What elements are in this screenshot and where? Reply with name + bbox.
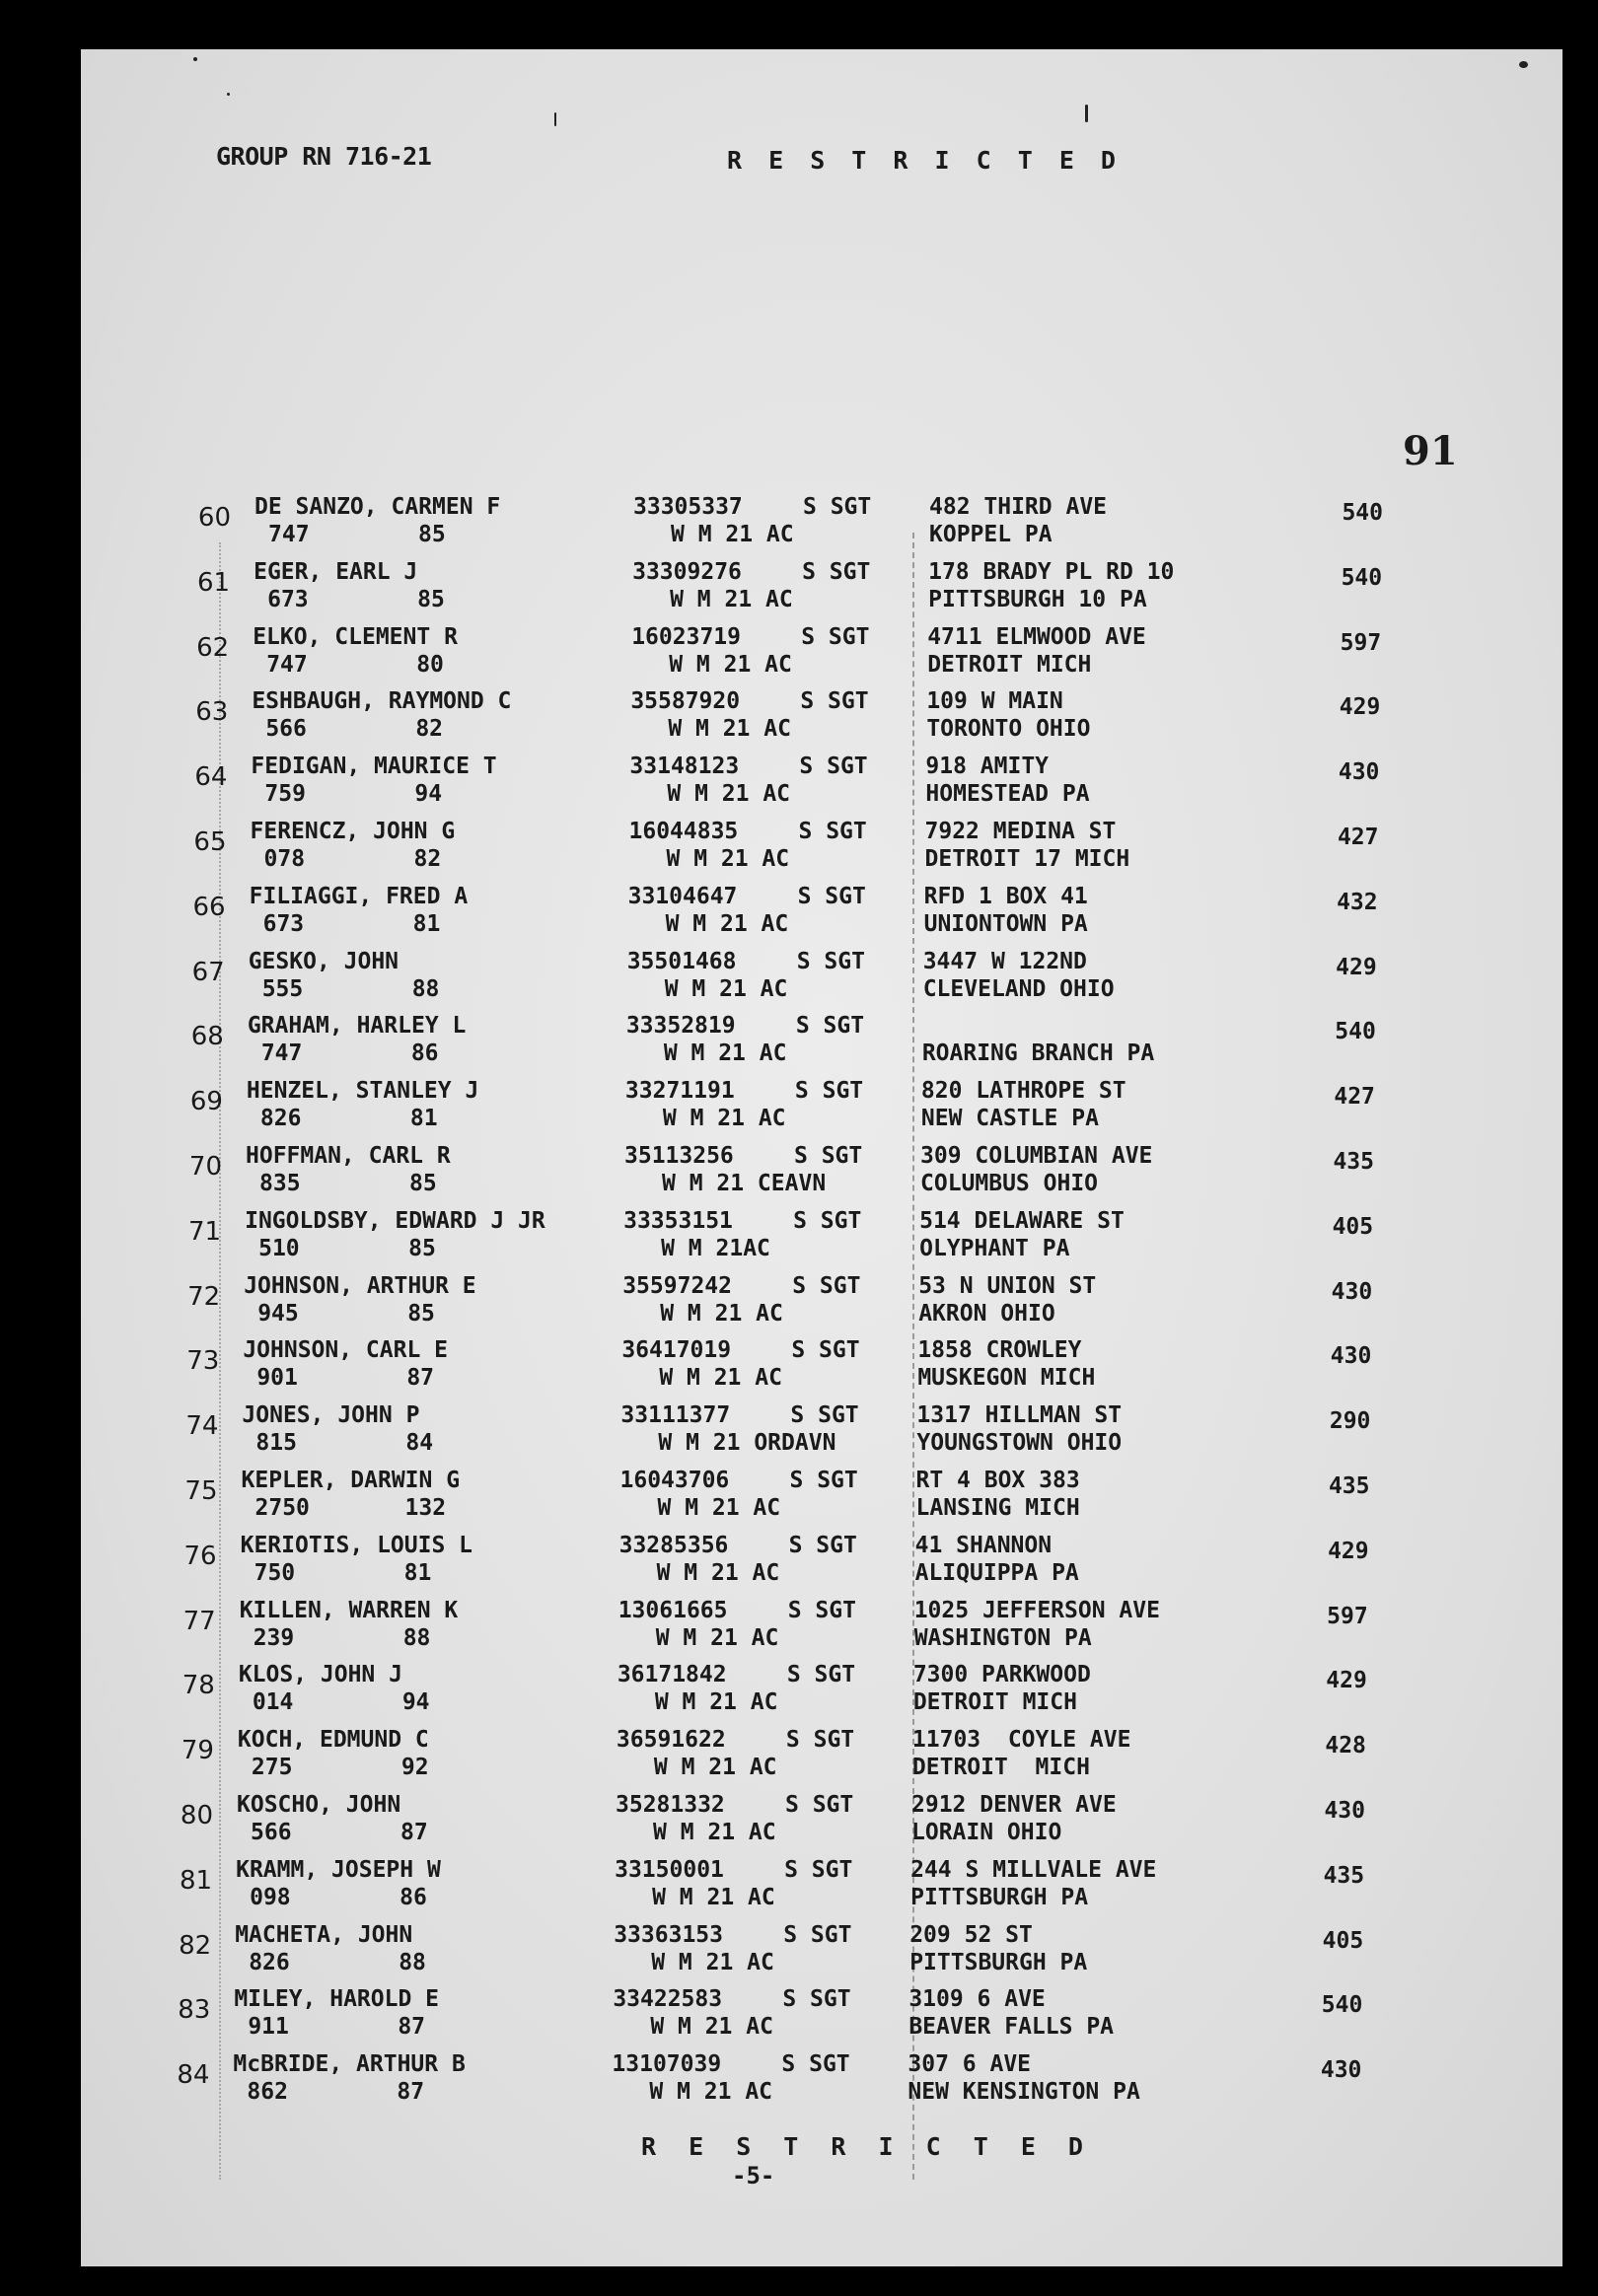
entry-address-line2: MUSKEGON MICH — [917, 1365, 1096, 1392]
entry-name: FEDIGAN, MAURICE T — [251, 753, 497, 780]
entry-serial: 33271191 — [624, 1078, 735, 1105]
entry-name: DE SANZO, CARMEN F — [254, 494, 501, 520]
entry-name: KERIOTIS, LOUIS L — [240, 1532, 473, 1558]
entry-number: 69 — [189, 1087, 223, 1117]
entry-address-line2: BEAVER FALLS PA — [908, 2014, 1115, 2041]
entry-score: 85 — [408, 1235, 436, 1261]
entry-code: 555 — [261, 975, 304, 1002]
entry-address-line2: DETROIT MICH — [912, 1689, 1077, 1716]
roster-entry — [81, 1077, 1555, 1142]
entry-address-line2: KOPPEL PA — [929, 522, 1053, 547]
entry-name: KRAMM, JOSEPH W — [236, 1856, 441, 1883]
roster-entry — [81, 948, 1557, 1013]
roster-entry — [81, 753, 1559, 818]
entry-score: 84 — [405, 1430, 434, 1457]
entry-address-line1: 3447 W 122ND — [922, 948, 1087, 974]
entry-number: 62 — [196, 632, 230, 663]
entry-amount: 597 — [1340, 629, 1382, 656]
entry-name: KOCH, EDMUND C — [237, 1727, 429, 1754]
paper-speck — [1085, 105, 1088, 122]
entry-score: 94 — [414, 781, 443, 808]
entry-score: 85 — [417, 586, 445, 612]
entry-unit: W M 21 AC — [663, 1040, 787, 1067]
entry-unit: W M 21 AC — [664, 975, 788, 1002]
roster-entry — [81, 558, 1562, 623]
classification-header: R E S T R I C T E D — [727, 146, 1122, 175]
entry-name: JOHNSON, CARL E — [243, 1337, 449, 1364]
entry-score: 132 — [404, 1495, 447, 1521]
entry-unit: W M 21 AC — [668, 716, 791, 743]
entry-address-line1: 178 BRADY PL RD 10 — [928, 558, 1175, 585]
entry-score: 81 — [409, 1106, 438, 1132]
entry-address-line2: PITTSBURGH 10 PA — [928, 586, 1147, 612]
entry-unit: W M 21 AC — [670, 586, 793, 612]
entry-number: 77 — [182, 1606, 216, 1636]
entry-amount: 540 — [1342, 500, 1383, 526]
entry-address-line1: 41 SHANNON — [914, 1532, 1053, 1558]
entry-rank: S SGT — [788, 1532, 857, 1558]
entry-number: 83 — [178, 1995, 211, 2026]
entry-address-line1: 2912 DENVER AVE — [911, 1792, 1117, 1818]
entry-unit: W M 21 AC — [665, 910, 789, 937]
entry-address-line1: 820 LATHROPE ST — [920, 1078, 1126, 1105]
entry-name: GRAHAM, HARLEY L — [247, 1013, 467, 1040]
entry-number: 67 — [191, 957, 225, 987]
entry-address-line2: NEW KENSINGTON PA — [908, 2079, 1140, 2106]
roster-entry — [81, 493, 1562, 558]
entry-address-line2: ROARING BRANCH PA — [921, 1040, 1155, 1067]
entry-address-line2: UNIONTOWN PA — [923, 910, 1088, 937]
entry-rank: S SGT — [802, 558, 871, 585]
entry-code: 014 — [252, 1689, 294, 1716]
entry-address-line1: 309 COLUMBIAN AVE — [920, 1143, 1153, 1169]
entry-score: 82 — [415, 716, 444, 743]
entry-name: MACHETA, JOHN — [235, 1921, 413, 1948]
entry-number: 65 — [193, 827, 227, 857]
entry-name: KEPLER, DARWIN G — [241, 1468, 461, 1493]
entry-address-line2: OLYPHANT PA — [919, 1235, 1070, 1261]
roster-entry — [81, 687, 1560, 753]
entry-rank: S SGT — [792, 1272, 861, 1299]
entry-serial: 35281332 — [616, 1792, 725, 1818]
entry-code: 945 — [257, 1300, 299, 1327]
entry-serial: 33148123 — [629, 753, 740, 780]
entry-address-line1: 11703 COYLE AVE — [911, 1727, 1131, 1754]
entry-name: FERENCZ, JOHN G — [250, 819, 456, 844]
entry-code: 239 — [253, 1624, 295, 1651]
roster-entry — [81, 1142, 1554, 1207]
entry-number: 82 — [179, 1930, 212, 1961]
entry-name: INGOLDSBY, EDWARD J JR — [245, 1207, 545, 1234]
entry-number: 76 — [183, 1541, 217, 1571]
entry-rank: S SGT — [784, 1856, 853, 1883]
roster-entry — [81, 1856, 1544, 1921]
entry-address-line2: ALIQUIPPA PA — [914, 1559, 1079, 1586]
entry-amount: 430 — [1330, 1343, 1372, 1370]
entry-rank: S SGT — [796, 948, 865, 974]
entry-unit: W M 21 ORDAVN — [658, 1430, 836, 1457]
entry-rank: S SGT — [803, 494, 872, 520]
entry-code: 566 — [265, 716, 307, 743]
roster-entry — [81, 818, 1559, 883]
paper-speck — [193, 57, 197, 61]
entry-number: 70 — [188, 1152, 222, 1182]
entry-name: HENZEL, STANLEY J — [246, 1078, 479, 1105]
entry-score: 88 — [402, 1624, 431, 1651]
roster-entry — [81, 1467, 1550, 1532]
entry-address-line2: YOUNGSTOWN OHIO — [916, 1430, 1123, 1457]
entry-code: 673 — [262, 910, 305, 937]
entry-amount: 430 — [1324, 1798, 1365, 1824]
entry-serial: 13107039 — [612, 2051, 722, 2078]
entry-number: 73 — [186, 1346, 220, 1377]
entry-number: 64 — [194, 762, 228, 793]
entry-serial: 33285356 — [618, 1532, 729, 1558]
entry-amount: 435 — [1333, 1149, 1374, 1175]
entry-name: KILLEN, WARREN K — [239, 1597, 459, 1623]
entry-address-line2: LANSING MICH — [915, 1495, 1080, 1521]
entry-name: KLOS, JOHN J — [238, 1662, 402, 1688]
roster-entry — [81, 1401, 1550, 1467]
entry-code: 815 — [255, 1430, 297, 1457]
entry-amount: 290 — [1329, 1408, 1371, 1435]
entry-code: 510 — [258, 1235, 300, 1261]
roster-entry — [81, 623, 1561, 688]
page-number: -5- — [732, 2162, 775, 2189]
entry-address-line1: RFD 1 BOX 41 — [923, 883, 1088, 909]
entry-serial: 16023719 — [631, 623, 741, 650]
entry-serial: 33150001 — [615, 1856, 724, 1883]
entry-rank: S SGT — [781, 2051, 850, 2078]
entry-address-line1: 482 THIRD AVE — [929, 494, 1108, 520]
entry-score: 92 — [400, 1755, 429, 1781]
entry-amount: 435 — [1328, 1473, 1370, 1499]
entry-score: 87 — [400, 1820, 428, 1845]
entry-code: 826 — [259, 1106, 302, 1132]
entry-number: 79 — [181, 1736, 214, 1766]
entry-unit: W M 21 AC — [650, 2014, 773, 2041]
entry-unit: W M 21 AC — [653, 1820, 776, 1845]
entry-score: 87 — [406, 1365, 435, 1392]
entry-amount: 429 — [1328, 1538, 1369, 1564]
document-page — [81, 49, 1562, 2266]
entry-number: 61 — [197, 567, 231, 598]
entry-number: 63 — [195, 697, 229, 728]
entry-name: MILEY, HAROLD E — [234, 1986, 440, 2013]
entry-unit: W M 21 CEAVN — [662, 1171, 827, 1196]
entry-unit: W M 21 AC — [671, 522, 794, 547]
entry-unit: W M 21 AC — [655, 1624, 779, 1651]
entry-serial: 35113256 — [624, 1143, 734, 1169]
entry-code: 078 — [263, 846, 306, 872]
entry-score: 85 — [409, 1171, 437, 1196]
entry-score: 85 — [407, 1300, 435, 1327]
entry-serial: 33111377 — [620, 1402, 731, 1429]
entry-address-line2: NEW CASTLE PA — [920, 1106, 1099, 1132]
entry-serial: 13061665 — [617, 1597, 728, 1623]
entry-score: 85 — [418, 522, 446, 547]
entry-serial: 33104647 — [627, 883, 738, 909]
classification-footer: R E S T R I C T E D — [641, 2132, 1092, 2161]
entry-serial: 36171842 — [617, 1662, 727, 1688]
entry-amount: 429 — [1336, 954, 1377, 980]
entry-address-line2: AKRON OHIO — [918, 1300, 1055, 1327]
entry-address-line1: 514 DELAWARE ST — [919, 1207, 1125, 1234]
paper-speck — [227, 93, 230, 96]
roster-entry — [81, 1207, 1553, 1272]
entry-score: 88 — [411, 975, 440, 1002]
entry-address-line1: RT 4 BOX 383 — [915, 1468, 1080, 1493]
entry-code: 275 — [251, 1755, 293, 1781]
entry-name: HOFFMAN, CARL R — [246, 1143, 451, 1169]
entry-rank: S SGT — [785, 1727, 855, 1754]
entry-number: 60 — [197, 503, 231, 533]
entry-number: 78 — [182, 1671, 215, 1701]
entry-unit: W M 21 AC — [651, 1949, 774, 1975]
entry-serial: 33422583 — [613, 1986, 723, 2013]
entry-address-line2: WASHINGTON PA — [913, 1624, 1092, 1651]
roster-entry — [81, 1921, 1543, 1986]
group-header: GROUP RN 716-21 — [216, 142, 432, 171]
entry-unit: W M 21 AC — [649, 2079, 773, 2106]
roster-entry — [81, 1597, 1548, 1662]
entry-code: 566 — [251, 1820, 292, 1845]
entry-address-line1: 53 N UNION ST — [918, 1272, 1097, 1299]
entry-serial: 35597242 — [622, 1272, 732, 1299]
roster-entry — [81, 1272, 1552, 1337]
roster-entry — [81, 1532, 1549, 1597]
entry-serial: 35501468 — [626, 948, 737, 974]
entry-name: ESHBAUGH, RAYMOND C — [252, 688, 512, 715]
entry-unit: W M 21 AC — [669, 651, 792, 678]
entry-unit: W M 21 AC — [659, 1365, 782, 1392]
entry-code: 901 — [256, 1365, 298, 1392]
entry-name: JONES, JOHN P — [242, 1402, 420, 1429]
entry-number: 74 — [185, 1411, 219, 1442]
entry-score: 87 — [398, 2014, 426, 2041]
entry-code: 747 — [268, 522, 310, 547]
entry-address-line2: COLUMBUS OHIO — [920, 1171, 1099, 1196]
entry-unit: W M 21 AC — [657, 1495, 781, 1521]
entry-serial: 36591622 — [616, 1727, 726, 1754]
entry-score: 81 — [412, 910, 441, 937]
roster-entry — [81, 2050, 1541, 2116]
entry-amount: 430 — [1331, 1278, 1373, 1305]
entry-amount: 540 — [1341, 564, 1383, 591]
roster-entry — [81, 1985, 1542, 2050]
entry-address-line2: HOMESTEAD PA — [925, 781, 1090, 808]
entry-address-line2: DETROIT 17 MICH — [924, 846, 1130, 872]
entry-rank: S SGT — [787, 1597, 856, 1623]
entry-address-line2: DETROIT MICH — [911, 1755, 1090, 1781]
entry-amount: 430 — [1338, 759, 1380, 786]
roster-entry — [81, 1661, 1547, 1726]
paper-speck — [554, 112, 556, 126]
entry-name: McBRIDE, ARTHUR B — [233, 2051, 466, 2078]
entry-score: 80 — [416, 651, 444, 678]
entry-score: 82 — [413, 846, 442, 872]
entry-serial: 33363153 — [614, 1921, 723, 1948]
entry-rank: S SGT — [789, 1468, 858, 1493]
entry-amount: 597 — [1327, 1603, 1368, 1629]
entry-address-line2: PITTSBURGH PA — [909, 1949, 1088, 1975]
entry-number: 81 — [180, 1865, 213, 1896]
entry-serial: 33305337 — [633, 494, 743, 520]
entry-number: 71 — [188, 1216, 222, 1247]
entry-unit: W M 21 AC — [662, 1106, 786, 1132]
entry-serial: 36417019 — [621, 1337, 732, 1364]
entry-score: 86 — [400, 1884, 427, 1910]
entry-code: 826 — [249, 1949, 290, 1975]
entry-unit: W M 21 AC — [660, 1300, 783, 1327]
entry-rank: S SGT — [794, 1078, 864, 1105]
entry-unit: W M 21 AC — [654, 1689, 778, 1716]
entry-amount: 540 — [1321, 1992, 1363, 2019]
entry-amount: 435 — [1323, 1862, 1365, 1889]
entry-serial: 33353151 — [623, 1207, 733, 1234]
entry-address-line2: PITTSBURGH PA — [910, 1884, 1089, 1910]
entry-name: EGER, EARL J — [254, 558, 418, 585]
entry-rank: S SGT — [783, 1921, 852, 1948]
entry-rank: S SGT — [786, 1662, 856, 1688]
entry-name: JOHNSON, ARTHUR E — [244, 1272, 476, 1299]
entry-address-line1: 109 W MAIN — [926, 688, 1063, 715]
entry-name: ELKO, CLEMENT R — [253, 623, 458, 650]
entry-address-line1: 307 6 AVE — [908, 2051, 1032, 2078]
entry-code: 750 — [254, 1559, 296, 1586]
entry-amount: 430 — [1320, 2057, 1362, 2084]
entry-code: 862 — [247, 2079, 288, 2106]
entry-address-line1: 1858 CROWLEY — [917, 1337, 1082, 1364]
entry-number: 80 — [180, 1801, 213, 1830]
entry-amount: 405 — [1332, 1213, 1374, 1240]
entry-name: FILIAGGI, FRED A — [249, 883, 469, 909]
entry-rank: S SGT — [795, 1013, 865, 1040]
entry-address-line2: LORAIN OHIO — [911, 1820, 1062, 1845]
entry-address-line1: 918 AMITY — [925, 753, 1050, 780]
entry-address-line1: 7922 MEDINA ST — [924, 819, 1117, 844]
entry-amount: 428 — [1325, 1733, 1366, 1759]
entry-serial: 33352819 — [625, 1013, 736, 1040]
entry-unit: W M 21 AC — [667, 781, 791, 808]
entry-address-line1: 4711 ELMWOOD AVE — [927, 623, 1146, 650]
entry-code: 673 — [267, 586, 309, 612]
entry-name: KOSCHO, JOHN — [237, 1792, 401, 1818]
entry-amount: 405 — [1322, 1927, 1364, 1954]
entry-rank: S SGT — [785, 1792, 854, 1818]
entry-code: 747 — [266, 651, 308, 678]
entry-number: 68 — [190, 1022, 224, 1052]
entry-address-line2: DETROIT MICH — [927, 651, 1092, 678]
entry-score: 87 — [397, 2079, 425, 2106]
entry-rank: S SGT — [800, 688, 869, 715]
entry-address-line2: CLEVELAND OHIO — [922, 975, 1115, 1002]
entry-code: 759 — [264, 781, 306, 808]
entry-rank: S SGT — [797, 883, 866, 909]
entry-serial: 16043706 — [619, 1468, 730, 1493]
entry-address-line1: 1025 JEFFERSON AVE — [913, 1597, 1160, 1623]
entry-unit: W M 21 AC — [656, 1559, 780, 1586]
entry-unit: W M 21 AC — [666, 846, 790, 872]
entry-address-line1: 209 52 ST — [909, 1921, 1033, 1948]
entry-rank: S SGT — [791, 1337, 860, 1364]
entry-address-line2: TORONTO OHIO — [926, 716, 1091, 743]
entry-rank: S SGT — [801, 623, 870, 650]
entry-score: 88 — [399, 1949, 426, 1975]
entry-address-line1: 7300 PARKWOOD — [912, 1662, 1091, 1688]
entry-score: 86 — [410, 1040, 439, 1067]
entry-amount: 427 — [1337, 825, 1379, 850]
entry-score: 81 — [403, 1559, 432, 1586]
entry-address-line1: 1317 HILLMAN ST — [916, 1402, 1123, 1429]
entry-rank: S SGT — [782, 1986, 851, 2013]
entry-address-line1: 244 S MILLVALE AVE — [910, 1856, 1157, 1883]
entry-number: 84 — [177, 2060, 210, 2091]
roster-entry — [81, 1791, 1545, 1856]
entry-unit: W M 21 AC — [652, 1884, 775, 1910]
entry-amount: 540 — [1335, 1019, 1376, 1045]
entry-address-line1: 3109 6 AVE — [908, 1986, 1046, 2013]
entry-serial: 16044835 — [628, 819, 739, 844]
entry-code: 098 — [250, 1884, 291, 1910]
roster-entry — [81, 1336, 1551, 1401]
entry-code: 2750 — [254, 1495, 310, 1521]
entry-amount: 432 — [1337, 889, 1378, 915]
paper-speck — [1519, 61, 1528, 68]
entry-code: 911 — [248, 2014, 289, 2041]
roster-entry — [81, 1726, 1546, 1791]
entry-rank: S SGT — [799, 753, 868, 780]
entry-rank: S SGT — [793, 1207, 862, 1234]
entry-number: 66 — [192, 892, 226, 922]
entry-score: 94 — [401, 1689, 430, 1716]
entry-amount: 429 — [1326, 1668, 1367, 1694]
roster-entry — [81, 883, 1558, 948]
entry-number: 75 — [184, 1476, 218, 1506]
entry-name: GESKO, JOHN — [248, 948, 400, 974]
entry-unit: W M 21AC — [661, 1235, 770, 1261]
entry-code: 835 — [259, 1171, 301, 1196]
entry-number: 72 — [187, 1281, 221, 1312]
entry-rank: S SGT — [790, 1402, 859, 1429]
roster-entry — [81, 1012, 1556, 1077]
entry-rank: S SGT — [794, 1143, 863, 1169]
entry-amount: 427 — [1334, 1084, 1375, 1111]
entry-rank: S SGT — [798, 819, 867, 844]
entry-serial: 33309276 — [632, 558, 742, 585]
entry-amount: 429 — [1339, 694, 1381, 721]
entry-serial: 35587920 — [630, 688, 741, 715]
entry-code: 747 — [260, 1040, 303, 1067]
entry-unit: W M 21 AC — [653, 1755, 777, 1781]
page-mark: 91 — [1403, 428, 1458, 474]
